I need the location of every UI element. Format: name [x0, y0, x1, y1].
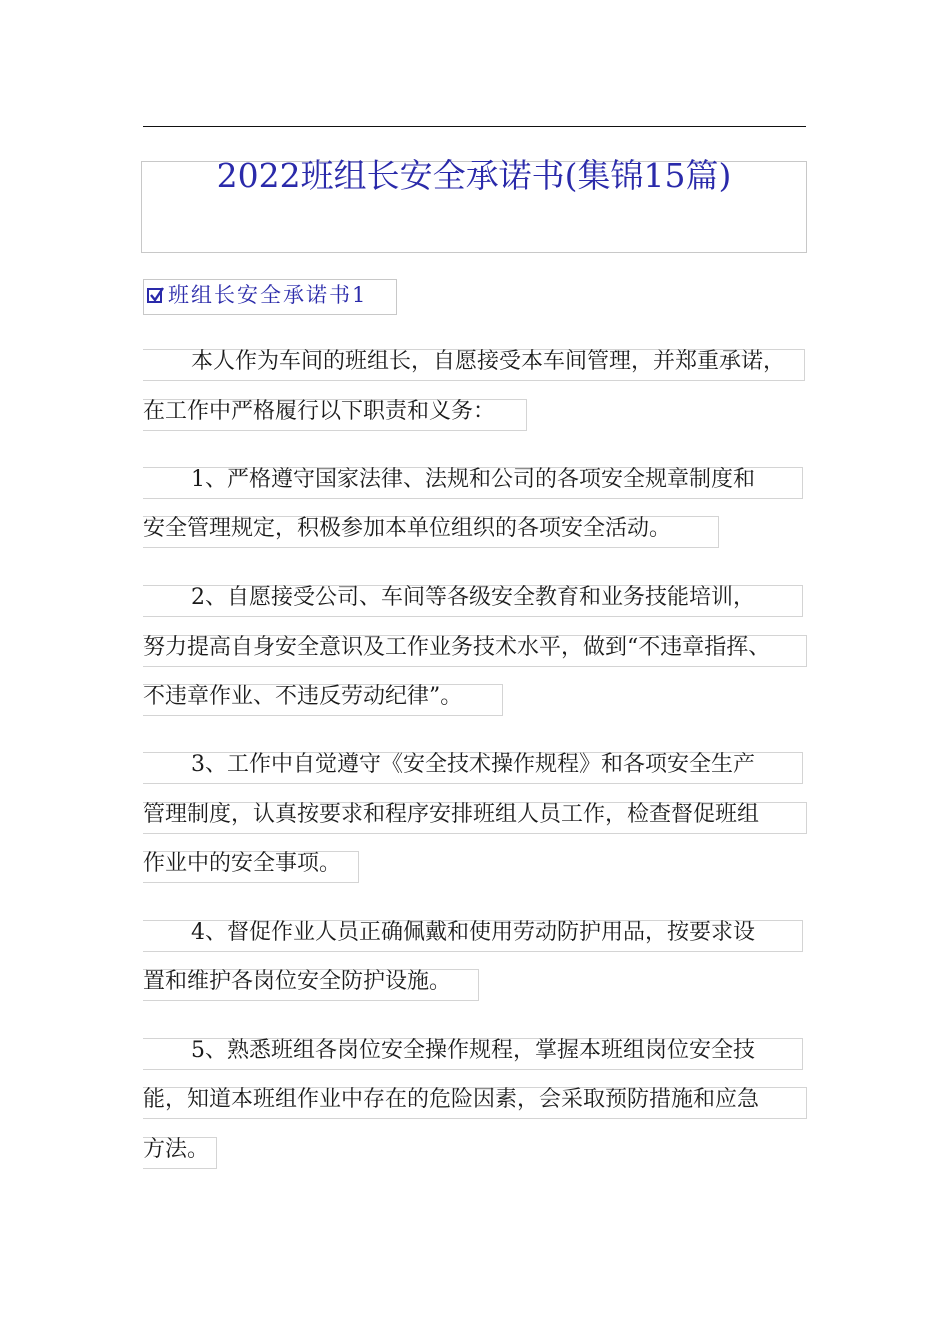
line-text: 作业中的安全事项。 [143, 851, 342, 876]
text-line [143, 1087, 807, 1119]
text-line [143, 920, 803, 952]
line-text: 不违章作业、不违反劳动纪律”。 [143, 684, 463, 709]
checkbox-checked-icon [147, 288, 162, 303]
line-text: 置和维护各岗位安全防护设施。 [143, 969, 452, 994]
line-text: 能，知道本班组作业中存在的危险因素，会采取预防措施和应急 [143, 1087, 760, 1112]
text-line [143, 467, 803, 499]
text-line [143, 802, 807, 834]
top-rule [143, 126, 806, 127]
line-text: 方法。 [143, 1137, 210, 1162]
text-line [143, 399, 527, 431]
text-line [143, 851, 359, 883]
line-text: 5、熟悉班组各岗位安全操作规程，掌握本班组岗位安全技 [191, 1038, 755, 1063]
document-title: 2022班组长安全承诺书(集锦15篇) [216, 156, 732, 195]
line-text: 4、督促作业人员正确佩戴和使用劳动防护用品，按要求设 [191, 920, 755, 945]
text-line [143, 1137, 217, 1169]
text-line [143, 635, 807, 667]
section-heading-frame [143, 279, 397, 315]
text-line [143, 752, 803, 784]
text-line [143, 969, 479, 1001]
line-text: 安全管理规定，积极参加本单位组织的各项安全活动。 [143, 516, 672, 541]
text-line [143, 1038, 803, 1070]
line-text: 1、严格遵守国家法律、法规和公司的各项安全规章制度和 [191, 467, 755, 492]
line-text: 在工作中严格履行以下职责和义务： [143, 399, 496, 424]
line-text: 管理制度，认真按要求和程序安排班组人员工作，检查督促班组 [143, 802, 760, 827]
text-line [143, 585, 803, 617]
line-text: 3、工作中自觉遵守《安全技术操作规程》和各项安全生产 [191, 752, 755, 777]
line-text: 努力提高自身安全意识及工作业务技术水平，做到“不违章指挥、 [143, 635, 771, 660]
text-line [143, 684, 503, 716]
line-text: 本人作为车间的班组长，自愿接受本车间管理，并郑重承诺， [191, 349, 786, 374]
section-title: 班组长安全承诺书1 [168, 283, 368, 307]
title-frame [141, 156, 807, 253]
line-text: 2、自愿接受公司、车间等各级安全教育和业务技能培训， [191, 585, 755, 610]
text-line [143, 349, 805, 381]
text-line [143, 516, 719, 548]
